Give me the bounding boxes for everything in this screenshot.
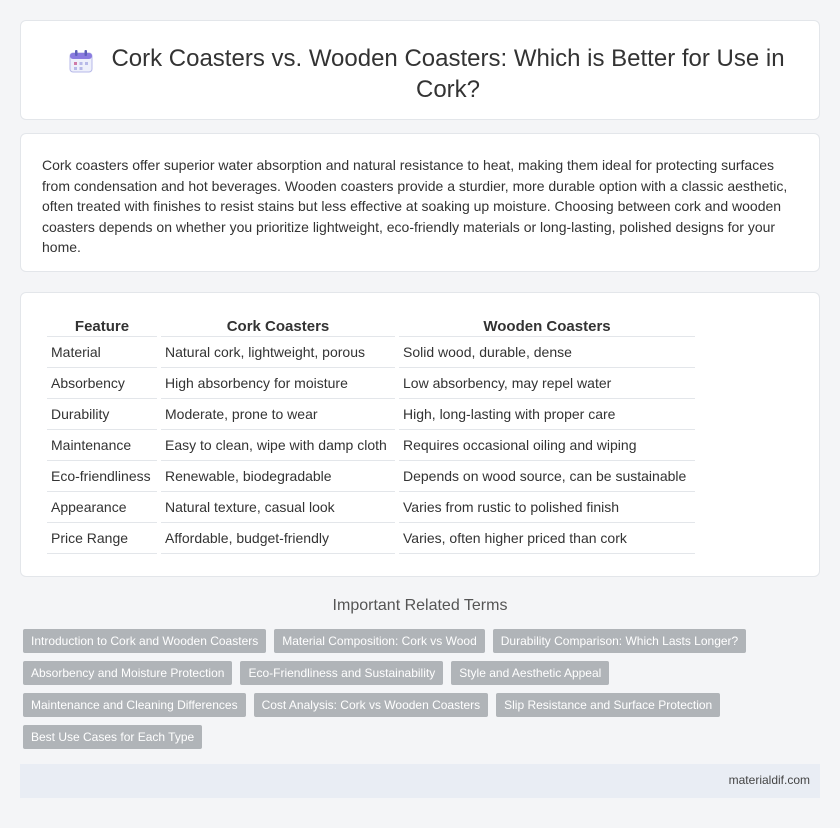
cork-cell: Moderate, prone to wear	[161, 399, 395, 430]
wooden-cell: Varies from rustic to polished finish	[399, 492, 695, 523]
feature-cell: Material	[47, 337, 157, 368]
related-term-tag[interactable]: Cost Analysis: Cork vs Wooden Coasters	[254, 693, 489, 717]
feature-cell: Appearance	[47, 492, 157, 523]
column-header-feature: Feature	[47, 315, 157, 337]
page-title: Cork Coasters vs. Wooden Coasters: Which is Better for Use in Cork?	[111, 45, 785, 103]
related-term-tag[interactable]: Absorbency and Moisture Protection	[23, 661, 232, 685]
intro-card	[20, 133, 820, 272]
related-term-tag[interactable]: Eco-Friendliness and Sustainability	[240, 661, 443, 685]
related-term-tag[interactable]: Material Composition: Cork vs Wood	[274, 629, 485, 653]
feature-cell: Eco-friendliness	[47, 461, 157, 492]
comparison-table	[43, 315, 699, 554]
wooden-cell: Varies, often higher priced than cork	[399, 523, 695, 554]
wooden-cell: Low absorbency, may repel water	[399, 368, 695, 399]
cork-cell: Renewable, biodegradable	[161, 461, 395, 492]
table-row	[47, 399, 695, 430]
feature-cell: Absorbency	[47, 368, 157, 399]
cork-cell: High absorbency for moisture	[161, 368, 395, 399]
intro-paragraph: Cork coasters offer superior water absorption and natural resistance to heat, making them ideal for protecting surfaces from condensation and hot beverages. Wooden coasters provide a sturdier, more durable option with a classic aesthetic, often treated with finishes to resist stains but less effective at soaking up moisture. Choosing between cork and wooden coasters depends on whether you prioritize lightweight, eco-friendly materials or long-lasting, polished designs for your home.	[42, 157, 788, 255]
tag-row	[23, 629, 813, 653]
table-row	[47, 430, 695, 461]
tag-row	[23, 693, 813, 717]
related-term-tag[interactable]: Introduction to Cork and Wooden Coasters	[23, 629, 266, 653]
footer	[20, 764, 820, 798]
related-term-tag[interactable]: Best Use Cases for Each Type	[23, 725, 202, 749]
tag-row	[23, 725, 813, 749]
cork-cell: Affordable, budget-friendly	[161, 523, 395, 554]
title-card	[20, 20, 820, 120]
related-term-tag[interactable]: Style and Aesthetic Appeal	[451, 661, 609, 685]
comparison-card	[20, 292, 820, 577]
wooden-cell: Depends on wood source, can be sustainable	[399, 461, 695, 492]
cork-cell: Easy to clean, wipe with damp cloth	[161, 430, 395, 461]
related-term-tag[interactable]: Slip Resistance and Surface Protection	[496, 693, 720, 717]
wooden-cell: High, long-lasting with proper care	[399, 399, 695, 430]
related-terms-list	[23, 629, 813, 757]
table-row	[47, 368, 695, 399]
feature-cell: Durability	[47, 399, 157, 430]
related-term-tag[interactable]: Maintenance and Cleaning Differences	[23, 693, 246, 717]
cork-cell: Natural cork, lightweight, porous	[161, 337, 395, 368]
feature-cell: Price Range	[47, 523, 157, 554]
cork-cell: Natural texture, casual look	[161, 492, 395, 523]
table-row	[47, 461, 695, 492]
table-row	[47, 523, 695, 554]
table-header-row	[47, 315, 695, 337]
column-header-cork: Cork Coasters	[161, 315, 395, 337]
column-header-wooden: Wooden Coasters	[399, 315, 695, 337]
title-wrap	[71, 43, 789, 105]
related-term-tag[interactable]: Durability Comparison: Which Lasts Longer?	[493, 629, 746, 653]
site-link[interactable]: materialdif.com	[728, 773, 810, 787]
related-terms-heading: Important Related Terms	[332, 597, 508, 614]
feature-cell: Maintenance	[47, 430, 157, 461]
wooden-cell: Solid wood, durable, dense	[399, 337, 695, 368]
table-row	[47, 337, 695, 368]
tag-row	[23, 661, 813, 685]
table-row	[47, 492, 695, 523]
wooden-cell: Requires occasional oiling and wiping	[399, 430, 695, 461]
